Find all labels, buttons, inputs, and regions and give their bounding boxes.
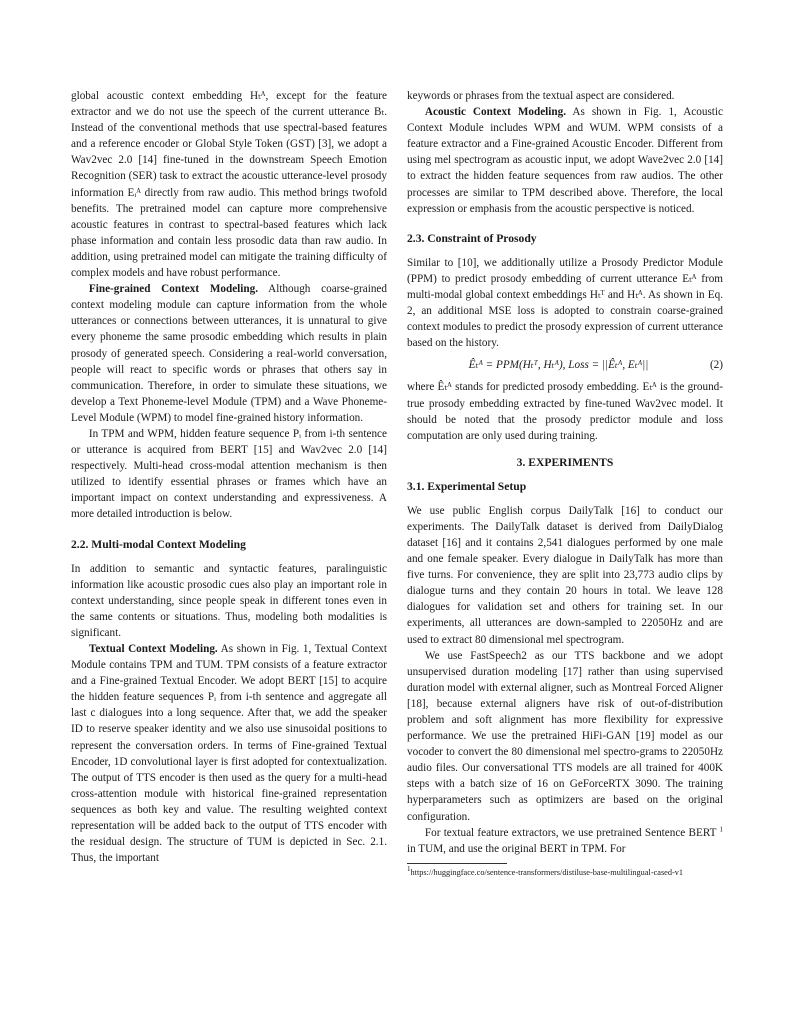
paragraph-feature-extractors-b: in TUM, and use the original BERT in TPM. For [407,842,626,855]
section-heading-3: 3. EXPERIMENTS [516,455,614,469]
paragraph-tpm-wpm: In TPM and WPM, hidden feature sequence Pᵢ from i-th sentence or utterance is acquired from BERT [15] and Wav2vec 2.0 [14] respectively. Multi-head cross-modal attention mechanism is then utilized to identify essential phrases or frames which have an important impact on context understanding and expressiveness. A more detailed introduction is below. [71,427,387,521]
left-column [71,88,387,866]
footnote-marker: 1 [407,865,411,874]
paragraph-multimodal-intro: In addition to semantic and syntactic features, paralinguistic information like acoustic prosodic cues also play an important role in context understanding, since people speak in different tones even in the same contents or situations. Thus, modeling both modalities is significant. [71,562,387,639]
run-in-heading-textual-context: Textual Context Modeling. [88,643,218,655]
paragraph-backbone: We use FastSpeech2 as our TTS backbone and we adopt unsupervised duration modeling [17] rather than using supervised duration model with external aligner, such as Montreal Forced Aligner [18], because external aligners have risk of out-of-distribution problem and soft alignment has more flexibility for expressive performance. We use the pretrained HiFi-GAN [19] model as our vocoder to convert the 80 dimensional mel spectro-grams to 22050Hz audio files. Our conversational TTS models are all trained for 400K steps with a batch size of 16 on GeForceRTX 3090. The training hyperparameters such as optimizers are based on the original configuration. [407,649,723,823]
run-in-heading-fine-grained: Fine-grained Context Modeling. [88,283,258,296]
footnote-ref: 1 [719,824,723,833]
paragraph-fine-grained-body: Although coarse-grained context modeling module can capture information from the whole utterances or connections between utterances, it is unnatural to give every phoneme the same prosodic embedding which results in plain prosody of generated speech. Considering a real-world conversation, people will react to specific words or phrases that others say in communication. Therefore, in order to simulate these situations, we develop a Text Phoneme-level Module (TPM) and a Wave Phoneme-Level Module (WPM) to model fine-grained history information. [71,283,387,424]
equation-body: Êₜᴬ = PPM(Hₜᵀ, Hₜᴬ), Loss = ||Êₜᴬ, Eₜᴬ|| [468,359,649,372]
paragraph-fine-grained [71,281,387,426]
footnote [407,867,723,878]
paragraph-textual-context [71,641,387,866]
paragraph-prosody-predictor: Similar to [10], we additionally utilize a Prosody Predictor Module (PPM) to predict prosody embedding of current utterance Eₜᴬ from multi-modal global context embeddings Hₜᵀ and Hₜᴬ. As shown in Eq. 2, an additional MSE loss is adopted to constrain coarse-grained context modules to predict the prosody expression of current utterance based on the history. [407,256,723,350]
run-in-heading-acoustic-context: Acoustic Context Modeling. [424,106,566,119]
paragraph-textual-context-body: As shown in Fig. 1, Textual Context Module contains TPM and TUM. TPM consists of a feature extractor and a Fine-grained Textual Encoder. We adopt BERT [15] to acquire the hidden feature sequences Pᵢ from i-th sentence and aggregate all last c dialogues into a long sequence. After that, we add the speaker ID to reserve speaker identity and we also use sinusoidal positions to represent the conversation orders. In terms of Fine-grained Textual Encoder, 1D convolutional layer is first adopted for contextualization. The output of TTS encoder is then used as the query for a multi-head cross-attention module with historical fine-grained representation sequences as both key and value. The resulting weighted context representation will be added back to the output of TTS encoder with the residual design. The structure of TUM is depicted in Sec. 2.1. Thus, the important [71,643,387,865]
paragraph-where: where Êₜᴬ stands for predicted prosody embedding. Eₜᴬ is the ground-true prosody embedding extracted by fine-tuned Wav2vec model. It should be noted that the prosody predictor module and loss computation are only used during training. [407,381,723,442]
paragraph-global-acoustic: global acoustic context embedding Hₜᴬ, except for the feature extractor and we do not use the speech of the current utterance Bₜ. Instead of the conventional methods that use spectral-based features and a reference encoder or Global Style Token (GST) [3], we adopt a Wav2vec 2.0 [14] fine-tuned in the downstream Speech Emotion Recognition (SER) task to extract the acoustic utterance-level prosody information Eᵢᴬ directly from raw audio. This method brings twofold benefits. The pretrained model can capture more comprehensive acoustic features in contrast to spectral-based features which lack phase information and contain less prosodic data than raw audio. In addition, using pretrained model can mitigate the training difficulty of complex models and have robust performance. [71,90,387,280]
paragraph-dataset: We use public English corpus DailyTalk [16] to conduct our experiments. The DailyTalk dataset is derived from DailyDialog dataset [16] and it contains 2,541 dialogues performed by one male and one female speaker. Every dialogue in DailyTalk has more than five turns. For convenience, they are split into 23,773 audio clips by dialogue turns and they contain 20 hours in total. We leave 128 dialogues for validation set and others for training set. In our experiments, all utterances are down-sampled to 22050Hz and are used to extract 80 dimensional mel spectrogram. [407,504,723,646]
right-column [407,88,723,878]
paragraph-feature-extractors-a: For textual feature extractors, we use pretrained Sentence BERT [424,826,717,839]
paragraph-acoustic-context [407,104,723,217]
equation-2 [407,357,723,373]
paragraph-feature-extractors [407,825,723,857]
section-heading-2-3: 2.3. Constraint of Prosody [407,231,537,245]
section-heading-3-1: 3.1. Experimental Setup [407,479,527,493]
footnote-divider [407,863,507,864]
paragraph-keywords-continued: keywords or phrases from the textual aspect are considered. [407,90,675,102]
equation-number: (2) [709,359,723,372]
section-heading-2-2: 2.2. Multi-modal Context Modeling [71,537,246,551]
footnote-url: https://huggingface.co/sentence-transformers/distiluse-base-multilingual-cased-v1 [410,867,684,877]
paragraph-acoustic-context-body: As shown in Fig. 1, Acoustic Context Module includes WPM and WUM. WPM consists of a feature extractor and a Fine-grained Acoustic Encoder. Different from using mel spectrogram as acoustic input, we adopt Wave2vec 2.0 [14] to extract the hidden feature sequences from raw audios. The other processes are similar to TPM described above. Therefore, the local expression or emphasis from the acoustic perspective is noticed. [407,106,723,215]
